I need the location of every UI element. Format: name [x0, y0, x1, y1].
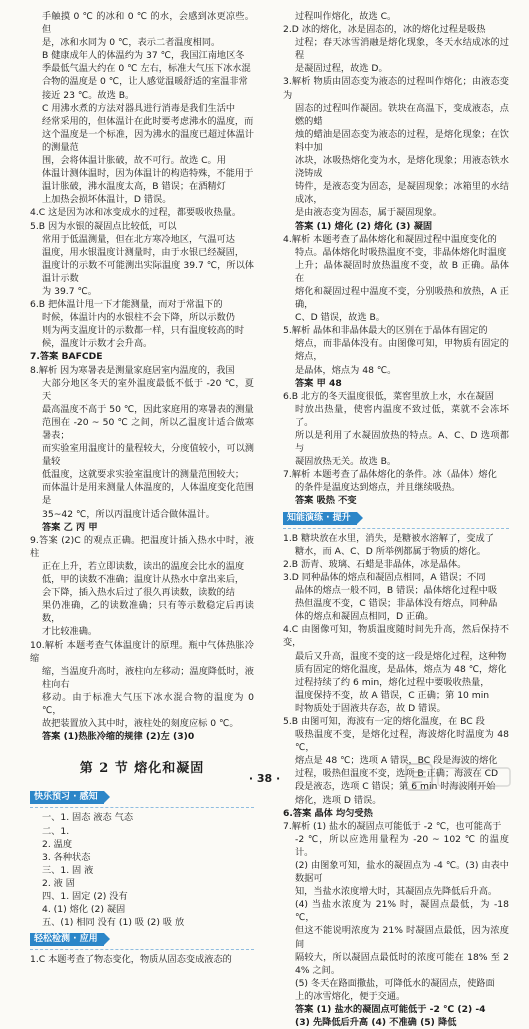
- text-line: (5) 冬天在路面撒盐，可降低水的凝固点，使路面: [295, 977, 495, 989]
- text-line: 一、1. 固态 液态 气态: [42, 812, 134, 824]
- text-line: 2. 温度: [42, 838, 73, 850]
- text-line: 是由液态变为固态，属于凝固现象。: [295, 207, 442, 219]
- text-line: (4) 当盐水浓度为 21% 时，凝固点最低，为 -18 ℃，: [295, 899, 509, 924]
- text-line: 故把装置放入其中时，液柱处的刻度应标 0 ℃。: [42, 718, 239, 730]
- text-line: 为 39.7 ℃。: [42, 285, 97, 297]
- text-line: 三、1. 固 液: [42, 864, 94, 876]
- text-line: 9.答案 (2)C 的观点正确。把温度计插入热水中时，液柱: [30, 534, 254, 559]
- text-line: (3) 先降低后升高 (4) 不准确 (5) 降低: [295, 1017, 457, 1029]
- text-line: 1.B 糖块放在水里，消失，是糖被水溶解了，变成了: [283, 532, 494, 544]
- text-line: 吸热温度不变，是熔化过程，海波熔化时温度为 48 ℃，: [295, 729, 509, 754]
- text-line: 3. 各种状态: [42, 851, 91, 863]
- text-line: 低，甲的读数不准确；温度计从热水中拿出来后，: [42, 574, 245, 586]
- text-line: 才比较准确。: [42, 626, 98, 638]
- text-line: 7.答案 BAFCDE: [30, 351, 103, 363]
- text-line: 是凝固过程，故选 D。: [295, 63, 388, 75]
- text-line: 温度计的示数不可能测出实际温度 39.7 ℃，所以体温计示数: [42, 259, 254, 284]
- text-line: 隔较大，所以凝固点最低时的浓度可能在 18% 至 24% 之间。: [295, 951, 509, 976]
- text-line: 温计胀破，沸水温度太高，B 错误；在酒精灯: [42, 181, 226, 193]
- text-line: 围，会将体温计胀破，故不可行。故选 C。用: [42, 155, 226, 167]
- text-line: 合物的温度是 0 ℃，让人感觉温暖舒适的室温非常: [42, 76, 248, 88]
- text-line: 冰块，冰吸热熔化变为水，是熔化现象；用液态铁水浇铸成: [295, 155, 509, 180]
- text-line: 而体温计是用来测量人体温度的，人体温度变化范围是: [42, 482, 254, 507]
- text-line: 是，冰和水同为 0 ℃，表示二者温度相同。: [42, 37, 221, 49]
- text-line: 过程持续了约 6 min，熔化过程中要吸收热量，: [295, 676, 490, 688]
- text-line: 5.解析 晶体和非晶体最大的区别在于晶体有固定的: [283, 325, 488, 337]
- text-line: 4. (1) 熔化 (2) 凝固: [42, 904, 126, 916]
- text-line: 35~42 ℃，所以丙温度计适合做体温计。: [42, 508, 215, 520]
- text-line: 五、(1) 相同 没有 (1) 吸 (2) 吸 放: [42, 917, 185, 929]
- text-line: 二、1.: [42, 825, 70, 837]
- text-line: 熔点是 48 ℃；选项 A 错误，BC 段是海波的熔化: [295, 755, 498, 767]
- text-line: 5.B 由图可知，海波有一定的熔化温度，在 BC 段: [283, 715, 485, 727]
- text-line: 热但温度不变，C 错误；非晶体没有熔点，同种晶: [295, 598, 498, 610]
- text-line: 6.答案 晶体 均匀受热: [283, 807, 373, 819]
- check-answers-left: [30, 953, 254, 966]
- text-line: 体温计测体温时，因为体温计的构造特殊，不能用于: [42, 168, 254, 180]
- text-line: 经常采用的，但体温计在此时要考虑沸水的温度，而: [42, 115, 254, 127]
- text-line: 答案 乙 丙 甲: [42, 521, 98, 533]
- text-line: 大部分地区冬天的室外温度最低不低于 -20 ℃，夏天: [42, 377, 254, 402]
- text-line: C 用沸水煮的方法对器具进行消毒是我们生活中: [42, 102, 236, 114]
- text-line: C、D 错误，故选 B。: [295, 312, 385, 324]
- text-line: 低温度，这就要求实验室温度计的测量范围较大；: [42, 469, 245, 481]
- text-line: 时物质处于固液共存态，故 D 错误。: [295, 702, 446, 714]
- text-line: 正在上升，若立即读数，读出的温度会比水的温度: [42, 560, 245, 572]
- text-line: 则为两支温度计的示数都一样，只有温度较高的时: [42, 325, 245, 337]
- text-line: B 健康成年人的体温约为 37 ℃，我国江南地区冬: [42, 50, 245, 62]
- text-line: 范围在 -20 ~ 50 ℃ 之间，所以乙温度计适合做寒暑表；: [42, 416, 254, 441]
- text-line: 4.解析 本题考查了晶体熔化和凝固过程中温度变化的: [283, 233, 497, 245]
- text-line: 手触摸 0 ℃ 的冰和 0 ℃ 的水，会感到冰更凉些。但: [42, 11, 254, 36]
- text-line: 5.B 因为水银的凝固点比较低，可以: [30, 220, 177, 232]
- text-line: 时放出热量，使窖内温度不致过低，菜就不会冻坏了。: [295, 403, 509, 428]
- text-line: 1.C 本题考查了物态变化，物质从固态变成液态的: [30, 954, 232, 966]
- text-line: (2) 由图象可知，盐水的凝固点为 -4 ℃。(3) 由表中数据可: [295, 860, 509, 885]
- text-line: 2.B 沥青、玻璃、石蜡是非晶体，冰是晶体。: [283, 558, 467, 570]
- text-line: 时候，体温计内的水银柱不会下降，所以示数仍: [42, 312, 235, 324]
- text-line: 质有固定的熔化温度，是晶体，熔点为 48 ℃，熔化: [295, 663, 507, 675]
- text-line: 过程，吸热但温度不变，选项 B 正确；海波在 CD: [295, 768, 499, 780]
- text-line: 晶体的熔点一般不同，B 错误；晶体熔化过程中吸: [295, 585, 498, 597]
- text-line: 糖水，而 A、C、D 所举例都属于物质的熔化。: [295, 545, 486, 557]
- text-line: 移动。由于标准大气压下冰水混合物的温度为 0 ℃，: [42, 691, 254, 716]
- text-line: 所以是利用了水凝固放热的特点。A、C、D 选项都与: [295, 430, 509, 455]
- text-line: 果仍准确，乙的读数准确；只有等示数稳定后再读数，: [42, 600, 254, 625]
- text-line: 7.解析 (1) 盐水的凝固点可能低于 -2 ℃，也可能高于: [283, 820, 502, 832]
- band-label-practice: 知能演练 · 提升: [283, 512, 357, 525]
- check-answers-right: [283, 10, 509, 508]
- text-line: 上加热会损坏体温计，D 错误。: [42, 194, 172, 206]
- text-line: 知，当盐水浓度增大时，其凝固点先降低后升高。: [295, 886, 498, 898]
- text-line: 而实验室用温度计的量程较大，分度值较小，可以测量较: [42, 443, 254, 468]
- text-line: -2 ℃，所以应选用量程为 -20 ~ 102 ℃ 的温度计。: [295, 833, 509, 858]
- text-line: 4.C 这是因为冰和冰变成水的过程，都要吸收热量。: [30, 207, 242, 219]
- text-line: 熔化和凝固过程中温度不变，分别吸热和放热，A 正确，: [295, 285, 509, 311]
- text-line: 缩，当温度升高时，液柱向左移动；温度降低时，液柱向右: [42, 665, 254, 690]
- text-line: 2. 液 固: [42, 877, 75, 889]
- text-line: 熔化，选项 D 错误。: [295, 794, 382, 806]
- text-line: 最后又升高，温度不变的这一段是熔化过程，这种物: [295, 650, 507, 662]
- text-line: 过程；春天冰雪消融是熔化现象，冬天水结成冰的过程: [295, 37, 509, 62]
- text-line: 10.解析 本题考查气体温度计的原理。瓶中气体热胀冷缩: [30, 639, 254, 664]
- text-line: 答案 (1) 熔化 (2) 熔化 (3) 凝固: [295, 220, 433, 232]
- text-line: 候，温度计示数才会升高。: [42, 338, 153, 350]
- text-line: 2.D 冰的熔化，冰是固态的，冰的熔化过程是吸热: [283, 24, 486, 36]
- text-line: 体的熔点和凝固点相同，D 正确。: [295, 611, 434, 623]
- text-line: 6.B 北方的冬天温度很低，菜窖里放上水，水在凝固: [283, 390, 494, 402]
- text-line: 铸件，是液态变为固态，是凝固现象；冰箱里的水结成冰，: [295, 181, 509, 206]
- preview-answers: [30, 811, 254, 929]
- band-preview: [30, 787, 254, 808]
- text-line: 特点。晶体熔化时吸热温度不变，非晶体熔化时温度: [295, 246, 507, 258]
- right-column: [283, 10, 509, 1029]
- text-line: 过程叫作熔化，故选 C。: [295, 11, 397, 22]
- text-line: 8.解析 因为寒暑表是测量家庭居室内温度的，我国: [30, 364, 235, 376]
- text-line: 烛的蜡油是固态变为液态的过程，是熔化现象；在饮料中加: [295, 128, 509, 153]
- text-line: 上的冰雪熔化，便于交通。: [295, 990, 406, 1002]
- text-line: 固态的过程叫作凝固。铁块在高温下，变成液态，点燃的蜡: [295, 102, 509, 127]
- section-title: 第 2 节 熔化和凝固: [79, 761, 205, 777]
- text-line: 3.D 同种晶体的熔点和凝固点相同，A 错误；不同: [283, 571, 486, 583]
- text-line: 答案 甲 48: [295, 377, 342, 389]
- text-line: 凝固放热无关。故选 B。: [295, 456, 397, 468]
- text-line: 答案 吸热 不变: [295, 495, 357, 507]
- band-label-check: 轻松检测 · 应用: [30, 933, 104, 946]
- text-line: 温度，用水银温度计测量时，由于水银已经凝固，: [42, 246, 245, 258]
- text-line: 但这不能说明浓度为 21% 时凝固点最低，因为浓度间: [295, 925, 509, 950]
- band-practice: [283, 508, 509, 529]
- text-line: 会下降，插入热水后过了很久再读数，读数的结: [42, 587, 235, 599]
- text-line: 6.B 把体温计甩一下才能测量，而对于常温下的: [30, 299, 223, 311]
- text-line: 上升；晶体凝固时放热温度不变，故 B 正确。晶体在: [295, 259, 509, 284]
- left-column: [30, 10, 254, 966]
- text-line: 季最低气温大约在 0 ℃ 左右，标准大气压下冰水混: [42, 63, 251, 75]
- text-line: 是晶体，熔点为 48 ℃。: [295, 364, 397, 376]
- text-line: 接近 23 ℃。故选 B。: [42, 89, 135, 101]
- band-check: [30, 929, 254, 950]
- text-line: 最高温度不高于 50 ℃，因此家庭用的寒暑表的测量: [42, 403, 254, 415]
- band-label-preview: 快乐预习 · 感知: [30, 791, 104, 804]
- text-line: 答案 (1)热胀冷缩的规律 (2)左 (3)0: [42, 731, 195, 743]
- text-line: 3.解析 物质由固态变为液态的过程叫作熔化；由液态变为: [283, 76, 509, 101]
- text-line: 4.C 由图像可知，物质温度随时间先升高，然后保持不变，: [283, 624, 509, 649]
- text-line: 这个温度是一个标准，因为沸水的温度已超过体温计的测量范: [42, 128, 254, 153]
- text-line: 的条件是温度达到熔点，并且继续吸热。: [295, 482, 461, 494]
- text-line: 温度保持不变，故 A 错误，C 正确；第 10 min: [295, 689, 490, 701]
- text-line: 四、1. 固定 (2) 没有: [42, 891, 128, 902]
- text-line: 段是液态，选项 C 错误；第 6 min 时海波刚开始: [295, 781, 496, 793]
- text-line: 答案 (1) 盐水的凝固点可能低于 -2 ℃ (2) -4: [295, 1004, 486, 1016]
- page-number: · 38 ·: [248, 772, 281, 785]
- text-line: 7.解析 本题考查了晶体熔化的条件。冰（晶体）熔化: [283, 469, 497, 481]
- text-line: 熔点，而非晶体没有。由图像可知，甲物质有固定的熔点，: [295, 338, 509, 363]
- watermark-logo: [404, 760, 514, 794]
- text-line: 常用于低温测量，但在北方寒冷地区，气温可达: [42, 233, 235, 245]
- answer-block-left: [30, 10, 254, 743]
